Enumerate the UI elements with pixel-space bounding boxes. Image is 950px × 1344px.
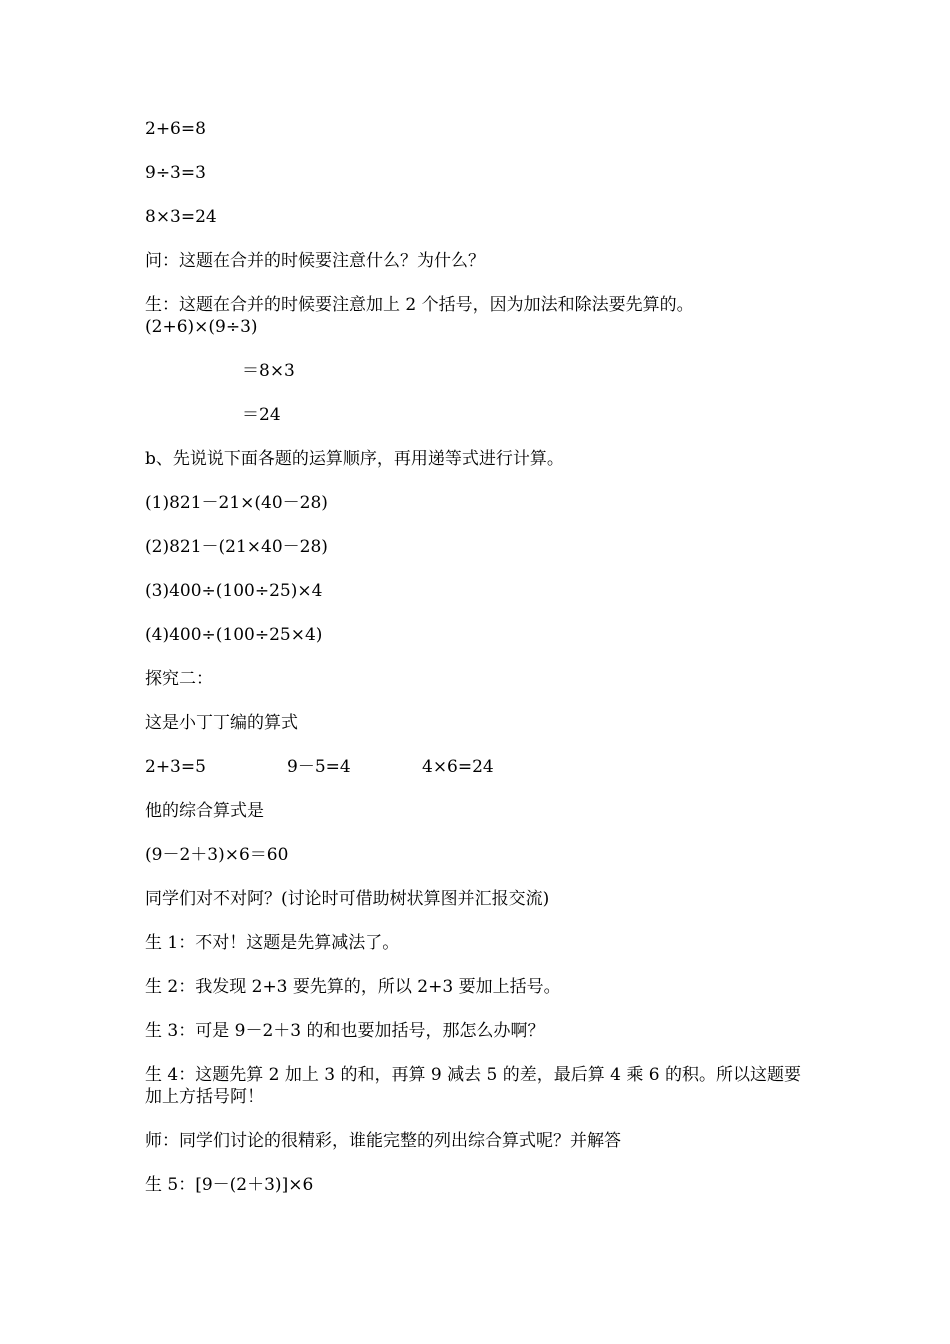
question-line: 问：这题在合并的时候要注意什么？为什么？ (145, 251, 485, 271)
equation-8-times-3: 8×3=24 (145, 207, 217, 227)
combined-formula-label: 他的综合算式是 (145, 801, 264, 821)
section-heading-explore-2: 探究二： (145, 669, 213, 689)
instruction-b: b、先说说下面各题的运算顺序，再用递等式进行计算。 (145, 449, 564, 469)
equation-9-div-3: 9÷3=3 (145, 163, 206, 183)
teacher-remark: 师：同学们讨论的很精彩，谁能完整的列出综合算式呢？并解答 (145, 1131, 621, 1151)
discussion-prompt: 同学们对不对阿？(讨论时可借助树状算图并汇报交流) (145, 889, 550, 909)
equation-4-times-6: 4×6=24 (422, 757, 494, 777)
step-equals-8x3: ＝8×3 (242, 361, 295, 381)
equation-row (145, 756, 545, 778)
student-5-reply: 生 5：[9－(2＋3)]×6 (145, 1175, 314, 1195)
intro-line: 这是小丁丁编的算式 (145, 713, 298, 733)
equation-2-plus-6: 2+6=8 (145, 119, 206, 139)
exercise-3: (3)400÷(100÷25)×4 (145, 581, 323, 601)
student-1-reply: 生 1：不对！这题是先算减法了。 (145, 933, 400, 953)
exercise-2: (2)821－(21×40－28) (145, 537, 328, 557)
step-equals-24: ＝24 (242, 405, 281, 425)
combined-expression: (2+6)×(9÷3) (145, 317, 258, 337)
student-3-reply: 生 3：可是 9－2＋3 的和也要加括号，那怎么办啊？ (145, 1021, 545, 1041)
student-answer-line: 生：这题在合并的时候要注意加上 2 个括号，因为加法和除法要先算的。 (145, 295, 694, 315)
exercise-1: (1)821－21×(40－28) (145, 493, 328, 513)
student-2-reply: 生 2：我发现 2+3 要先算的，所以 2+3 要加上括号。 (145, 977, 561, 997)
equation-9-minus-5: 9－5=4 (287, 757, 351, 777)
exercise-4: (4)400÷(100÷25×4) (145, 625, 323, 645)
equation-2-plus-3: 2+3=5 (145, 757, 206, 777)
combined-formula: (9－2＋3)×6＝60 (145, 845, 289, 865)
student-4-reply: 生 4：这题先算 2 加上 3 的和，再算 9 减去 5 的差，最后算 4 乘 6 的积。所以这题要加上方括号阿！ (145, 1065, 801, 1107)
